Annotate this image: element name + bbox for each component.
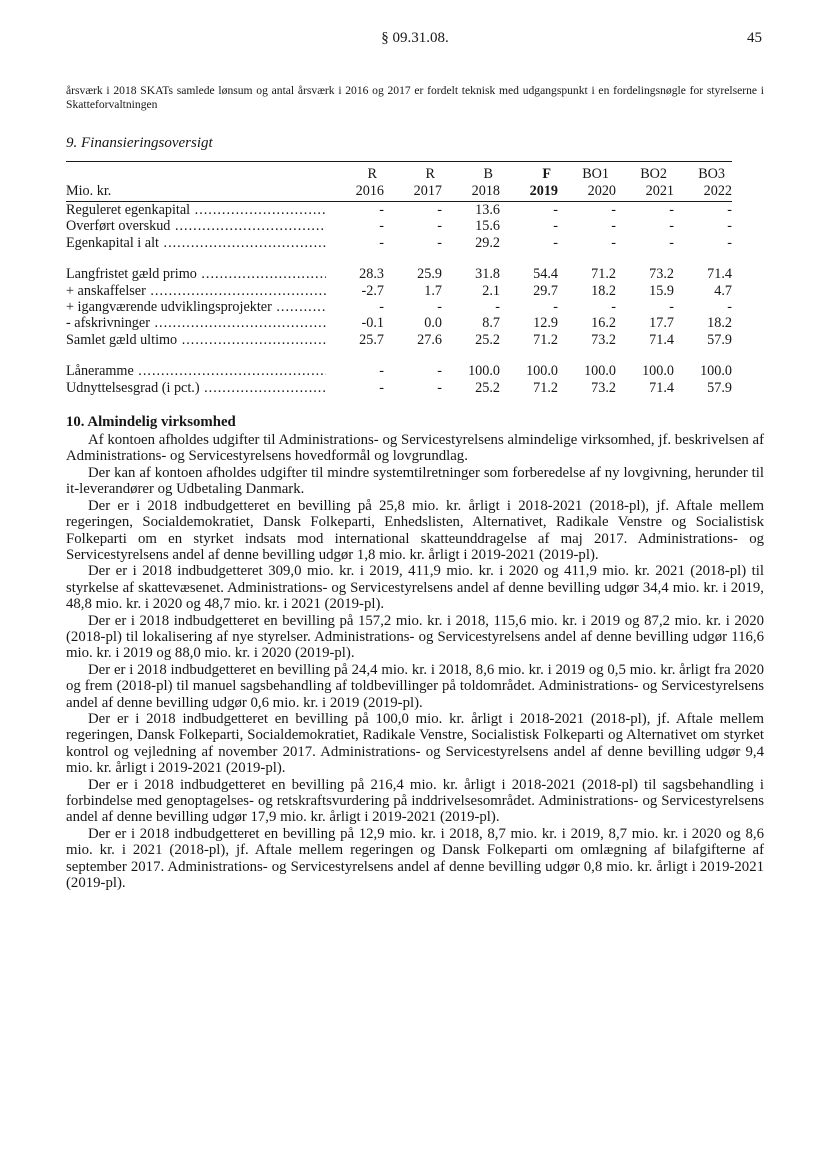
cell-b-2018: 8.7 [482, 315, 500, 332]
cell-r-2016: -2.7 [361, 282, 384, 299]
cell-r-2016: - [379, 218, 384, 235]
cell-f-2019: 29.7 [533, 282, 558, 299]
cell-bo3-2022: - [727, 299, 732, 316]
cell-bo2-2021: 15.9 [649, 282, 674, 299]
header-code: B [442, 162, 500, 183]
row-label [66, 315, 326, 331]
cell-b-2018: 15.6 [475, 218, 500, 235]
table-row [66, 380, 732, 396]
cell-bo1-2020: 71.2 [591, 266, 616, 283]
dot-leader [197, 266, 326, 282]
paragraph: Der er i 2018 indbudgetteret en bevilling på 100,0 mio. kr. årligt i 2018-2021 (2018-pl), jf. Aftale mellem regeringen, Dansk Folkeparti, Socialdemokratiet, Radikale Venstre, Socialistisk Folkeparti og Alternativet om styrket kontrol og vejledning af november 2017. Administrations- og Servicestyrelsens andel af denne bevilling udgør 9,4 mio. kr. årligt i 2019-2021 (2019-pl). [66, 710, 764, 777]
cell-bo1-2020: - [611, 299, 616, 316]
table-row [66, 235, 732, 251]
financing-table [66, 161, 732, 396]
cell-b-2018: 13.6 [475, 202, 500, 218]
dot-leader [272, 299, 326, 315]
row-label-text: Udnyttelsesgrad (i pct.) [66, 379, 200, 396]
cell-f-2019: 54.4 [533, 266, 558, 283]
cell-bo2-2021: - [669, 202, 674, 218]
table-head [66, 162, 732, 202]
header-code: BO3 [674, 162, 732, 183]
cell-r-2016: - [379, 379, 384, 396]
cell-b-2018: 100.0 [468, 363, 500, 380]
table-row [66, 251, 732, 282]
header-code: BO2 [616, 162, 674, 183]
header-year: 2016 [326, 183, 384, 202]
cell-bo1-2020: 16.2 [591, 315, 616, 332]
cell-bo2-2021: 71.4 [649, 379, 674, 396]
row-label-text: Reguleret egenkapital [66, 202, 191, 218]
cell-r-2017: 1.7 [424, 282, 442, 299]
page-header [66, 30, 764, 48]
paragraph: Der er i 2018 indbudgetteret en bevilling på 157,2 mio. kr. i 2018, 115,6 mio. kr. i 2019 og 87,2 mio. kr. i 2020 (2018-pl) til lokalisering af nye styrelser. Administrations- og Servicestyrelsens andel af denne bevilling udgør 116,6 mio. kr. i 2019 og 88,0 mio. kr. i 2020 (2019-pl). [66, 612, 764, 662]
paragraph: Der er i 2018 indbudgetteret en bevilling på 216,4 mio. kr. årligt i 2018-2021 (2018-pl) til sagsbehandling i forbindelse med genoptagelses- og retskraftsvurdering på inddrivelsesområdet. Administrations- og Servicestyrelsens andel af denne bevilling udgør 17,9 mio. kr. årligt i 2019-2021 (2019-pl). [66, 776, 764, 826]
cell-bo3-2022: 71.4 [707, 266, 732, 283]
table-row [66, 202, 732, 219]
header-year: 2021 [616, 183, 674, 202]
paragraph: Der er i 2018 indbudgetteret en bevilling på 12,9 mio. kr. i 2018, 8,7 mio. kr. i 2019, 8,7 mio. kr. i 2020 og 8,6 mio. kr. i 2021 (2018-pl), jf. Aftale mellem regeringen og Dansk Folkeparti om omlægning af bilafgifterne af september 2017. Administrations- og Servicestyrelsens andel af denne bevilling udgør 0,8 mio. kr. årligt i 2019-2021 (2019-pl). [66, 825, 764, 892]
cell-bo2-2021: - [669, 218, 674, 235]
header-year: 2020 [558, 183, 616, 202]
cell-bo3-2022: 100.0 [700, 363, 732, 380]
header-code: F [500, 162, 558, 183]
dot-leader [159, 235, 326, 251]
table-row [66, 283, 732, 299]
cell-bo1-2020: - [611, 218, 616, 235]
header-year: 2017 [384, 183, 442, 202]
row-label-text: + igangværende udviklingsprojekter [66, 299, 272, 316]
dot-leader [177, 332, 326, 348]
cell-bo2-2021: 73.2 [649, 266, 674, 283]
continuation-note: årsværk i 2018 SKATs samlede lønsum og antal årsværk i 2016 og 2017 er fordelt teknisk med udgangspunkt i en fordelingsnøgle for styrelserne i Skatteforvaltningen [66, 84, 764, 111]
finance-section-heading: 9. Finansieringsoversigt [66, 135, 213, 152]
header-code: R [326, 162, 384, 183]
header-code: R [384, 162, 442, 183]
cell-bo1-2020: 73.2 [591, 379, 616, 396]
table-row [66, 315, 732, 331]
cell-f-2019: 71.2 [533, 331, 558, 348]
paragraph: Af kontoen afholdes udgifter til Administrations- og Servicestyrelsens almindelige virksomhed, jf. beskrivelsen af Administrations- og Servicestyrelsens hovedformål og lovgrundlag. [66, 432, 764, 465]
row-label [66, 283, 326, 299]
cell-b-2018: 2.1 [482, 282, 500, 299]
dot-leader [150, 315, 326, 331]
cell-r-2017: - [437, 234, 442, 251]
paragraph: Der er i 2018 indbudgetteret 309,0 mio. kr. i 2019, 411,9 mio. kr. i 2020 og 411,9 mio. kr. 2021 (2018-pl) til styrkelse af skattevæsenet. Administrations- og Servicestyrelsens andel af denne bevilling udgør 34,4 mio. kr. i 2019, 48,8 mio. kr. i 2020 og 48,7 mio. kr. i 2021 (2019-pl). [66, 563, 764, 613]
dot-leader [146, 283, 326, 299]
cell-bo3-2022: 4.7 [714, 282, 732, 299]
row-label [66, 348, 326, 379]
row-label-text: - afskrivninger [66, 315, 150, 332]
cell-f-2019: - [553, 299, 558, 316]
row-label-text: Overført overskud [66, 218, 171, 235]
cell-r-2016: 25.7 [359, 331, 384, 348]
paragraph: Der kan af kontoen afholdes udgifter til mindre systemtilretninger som forberedelse af ny lovgivning, herunder til it-leverandører og Udbetaling Danmark. [66, 464, 764, 498]
unit-label: Mio. kr. [66, 183, 326, 202]
row-label [66, 202, 326, 219]
cell-f-2019: 100.0 [526, 363, 558, 380]
header-code: BO1 [558, 162, 616, 183]
cell-r-2016: -0.1 [361, 315, 384, 332]
row-label [66, 251, 326, 282]
page-number: 45 [747, 30, 762, 46]
table-header-years [66, 183, 732, 202]
cell-bo3-2022: 18.2 [707, 315, 732, 332]
cell-bo2-2021: - [669, 299, 674, 316]
body-paragraphs [66, 432, 764, 891]
dot-leader [190, 202, 326, 218]
cell-f-2019: - [553, 234, 558, 251]
cell-b-2018: 31.8 [475, 266, 500, 283]
table-row [66, 332, 732, 348]
cell-r-2017: - [437, 363, 442, 380]
cell-r-2016: - [379, 202, 384, 218]
table-header-codes [66, 162, 732, 183]
row-label-text: Samlet gæld ultimo [66, 331, 178, 348]
cell-bo1-2020: 73.2 [591, 331, 616, 348]
cell-f-2019: - [553, 202, 558, 218]
cell-f-2019: 12.9 [533, 315, 558, 332]
paragraph: Der er i 2018 indbudgetteret en bevilling på 24,4 mio. kr. i 2018, 8,6 mio. kr. i 2019 og 0,5 mio. kr. årligt fra 2020 og frem (2018-pl) til manuel sagsbehandling af toldbevillinger på toldområdet. Administrations- og Servicestyrelsens andel af denne bevilling udgør 0,6 mio. kr. i 2019 (2019-pl). [66, 661, 764, 711]
table-row [66, 348, 732, 379]
cell-bo3-2022: - [727, 218, 732, 235]
section-reference: § 09.31.08. [381, 30, 449, 46]
cell-bo2-2021: 17.7 [649, 315, 674, 332]
cell-r-2016: - [379, 234, 384, 251]
paragraph: Der er i 2018 indbudgetteret en bevilling på 25,8 mio. kr. årligt i 2018-2021 (2018-pl), jf. Aftale mellem regeringen, Socialdemokratiet, Dansk Folkeparti, Enhedslisten, Alternativet, Radikale Venstre og Socialistisk Folkeparti om en styrket indsats mod international skatteunddragelse af maj 2017. Administrations- og Servicestyrelsens andel af denne bevilling udgør 1,8 mio. kr. årligt i 2019-2021 (2019-pl). [66, 497, 764, 563]
row-label [66, 380, 326, 396]
cell-r-2016: 28.3 [359, 266, 384, 283]
cell-f-2019: 71.2 [533, 379, 558, 396]
cell-r-2016: - [379, 363, 384, 380]
activity-section-heading: 10. Almindelig virksomhed [66, 414, 236, 431]
cell-bo3-2022: 57.9 [707, 331, 732, 348]
cell-bo1-2020: 100.0 [584, 363, 616, 380]
dot-leader [170, 218, 326, 234]
row-label-text: Langfristet gæld primo [66, 266, 197, 283]
cell-r-2017: 25.9 [417, 266, 442, 283]
dot-leader [200, 380, 326, 396]
cell-bo2-2021: - [669, 234, 674, 251]
table-row [66, 218, 732, 234]
row-label-text: Låneramme [66, 363, 134, 380]
cell-bo2-2021: 71.4 [649, 331, 674, 348]
header-year: 2018 [442, 183, 500, 202]
cell-r-2017: - [437, 202, 442, 218]
row-label [66, 218, 326, 234]
table-row [66, 299, 732, 315]
cell-r-2017: - [437, 299, 442, 316]
row-label-text: Egenkapital i alt [66, 234, 159, 251]
cell-r-2017: 27.6 [417, 331, 442, 348]
row-label [66, 235, 326, 251]
cell-b-2018: 29.2 [475, 234, 500, 251]
cell-b-2018: - [495, 299, 500, 316]
cell-bo3-2022: 57.9 [707, 379, 732, 396]
cell-bo1-2020: - [611, 202, 616, 218]
cell-r-2016: - [379, 299, 384, 316]
header-year: 2022 [674, 183, 732, 202]
dot-leader [134, 363, 326, 379]
row-label [66, 332, 326, 348]
cell-f-2019: - [553, 218, 558, 235]
cell-r-2017: - [437, 218, 442, 235]
cell-b-2018: 25.2 [475, 379, 500, 396]
header-empty-cell [66, 162, 326, 183]
cell-bo1-2020: - [611, 234, 616, 251]
cell-r-2017: 0.0 [424, 315, 442, 332]
row-label-text: + anskaffelser [66, 282, 146, 299]
header-year: 2019 [500, 183, 558, 202]
cell-bo3-2022: - [727, 234, 732, 251]
cell-bo1-2020: 18.2 [591, 282, 616, 299]
table-body [66, 202, 732, 397]
cell-bo3-2022: - [727, 202, 732, 218]
cell-b-2018: 25.2 [475, 331, 500, 348]
row-label [66, 299, 326, 315]
cell-r-2017: - [437, 379, 442, 396]
cell-bo2-2021: 100.0 [642, 363, 674, 380]
